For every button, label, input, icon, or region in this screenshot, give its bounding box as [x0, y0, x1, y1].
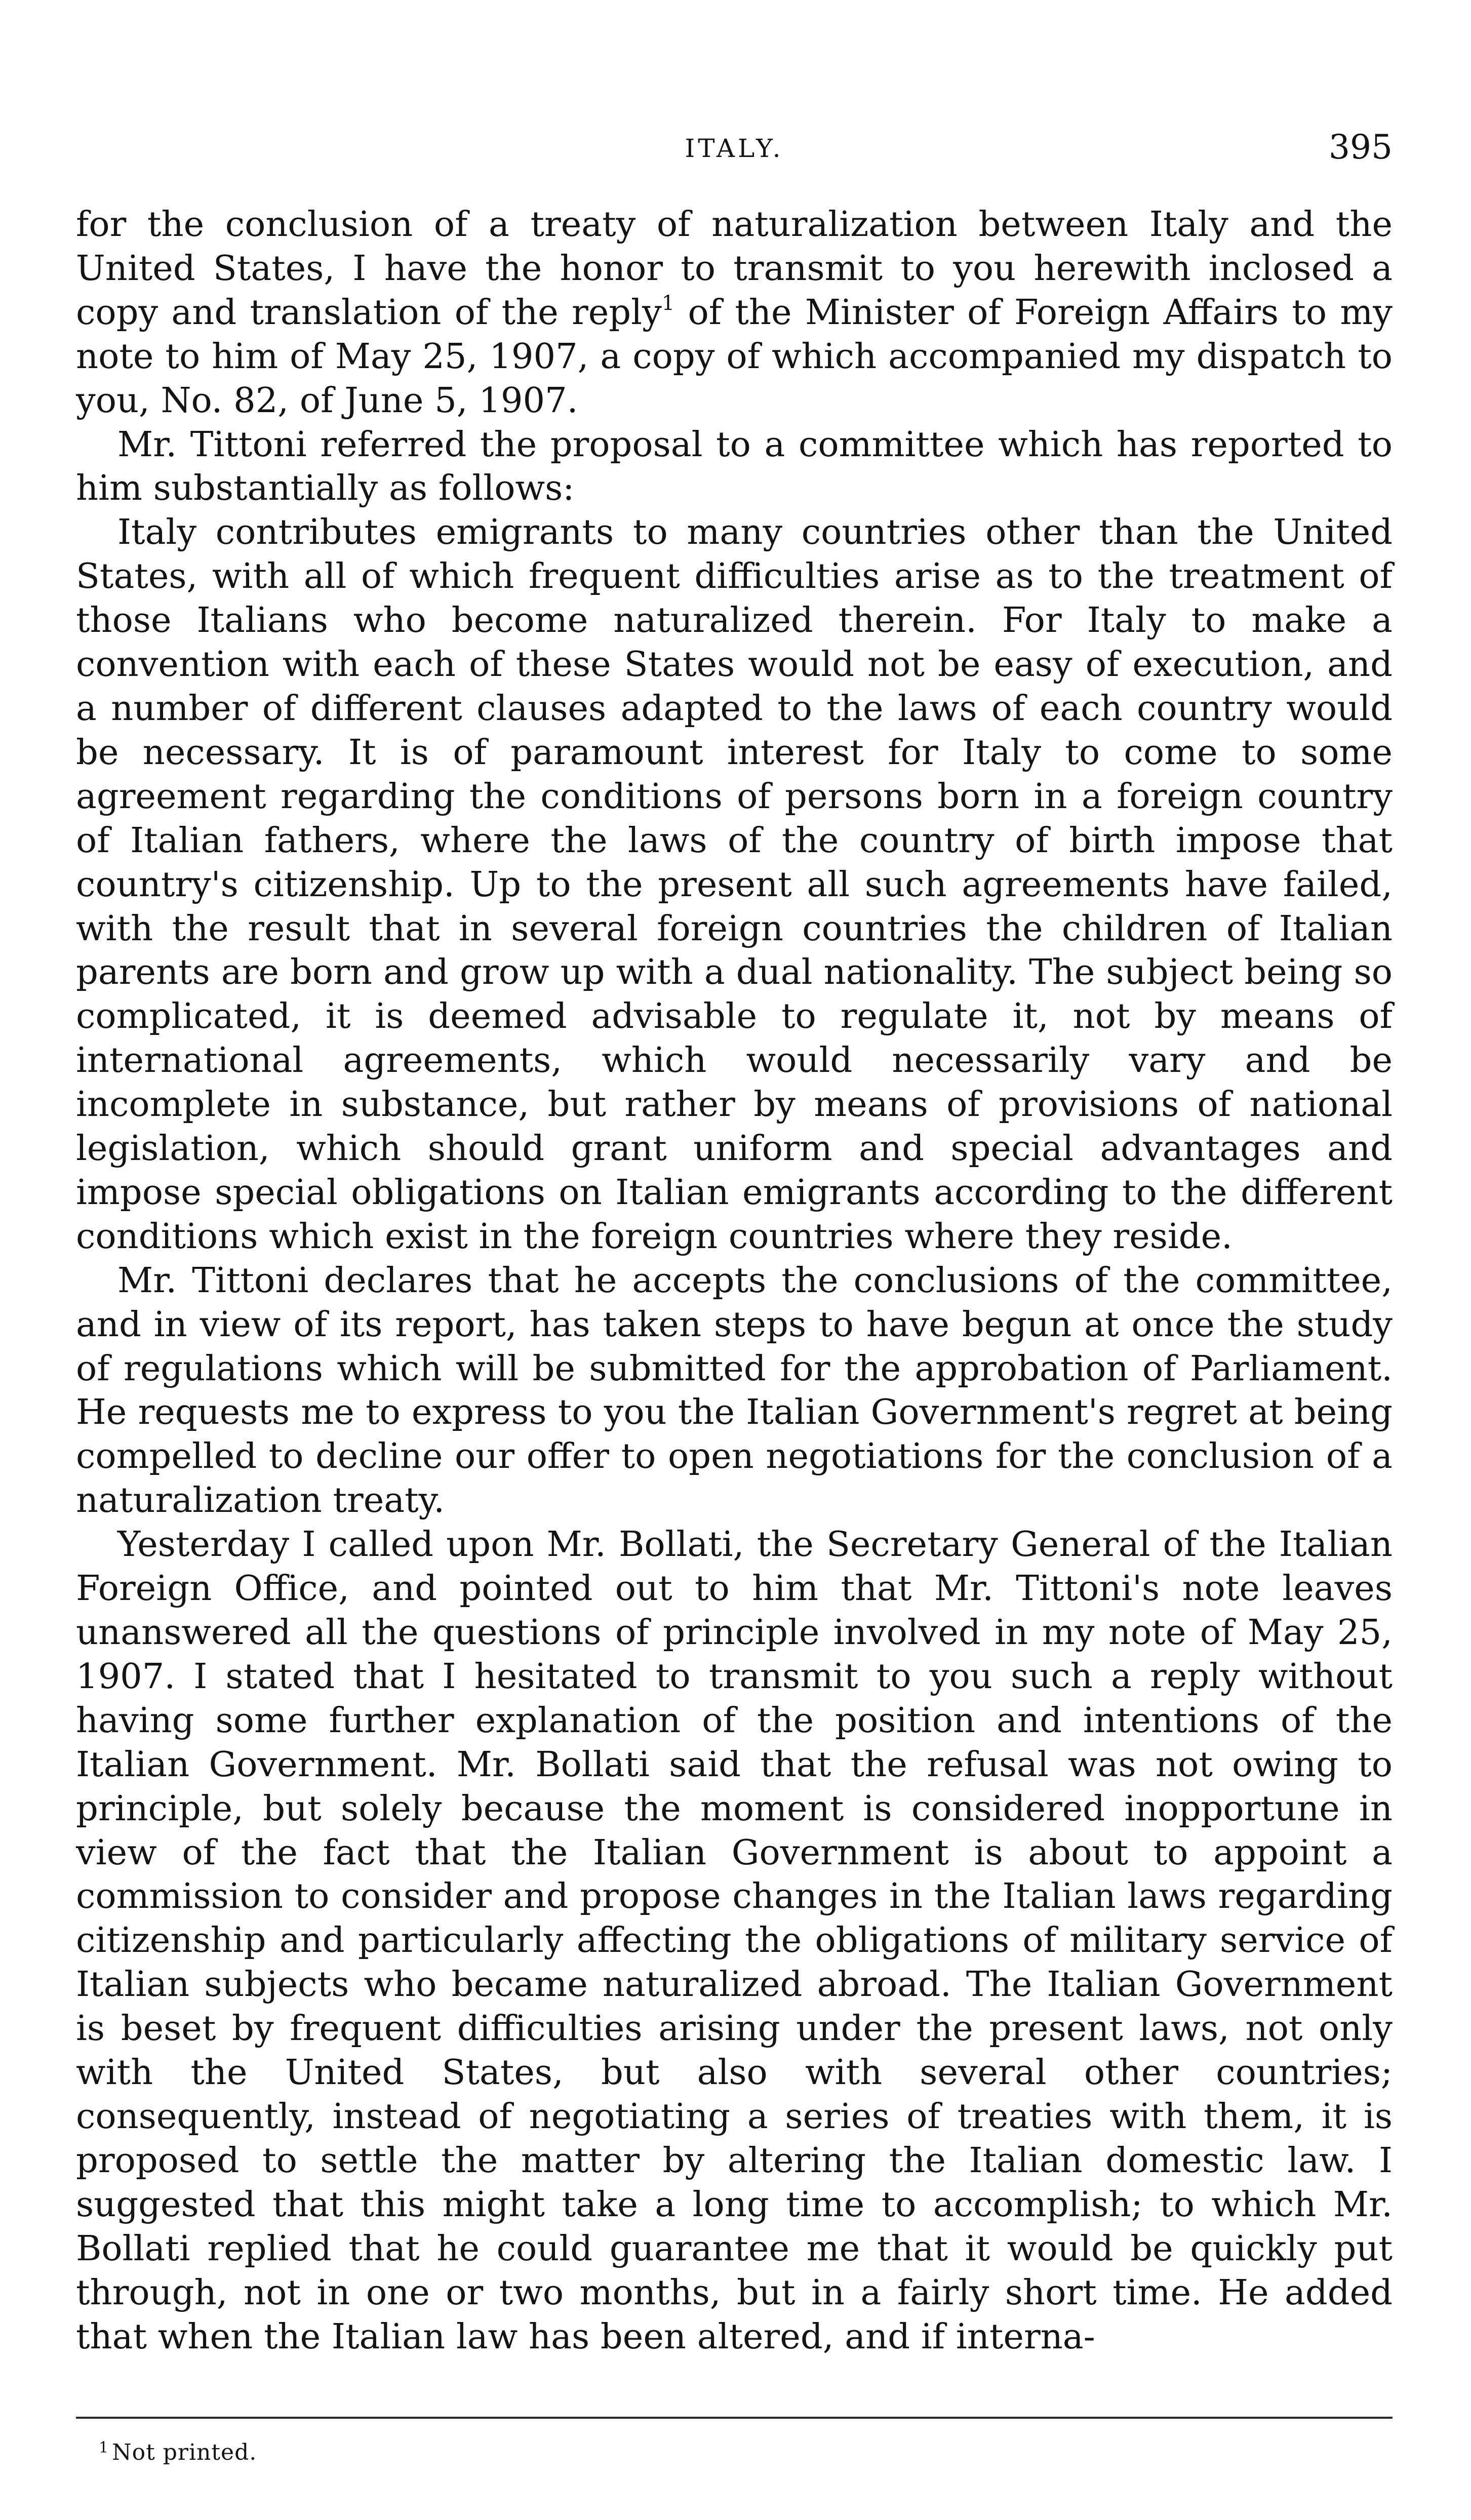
paragraph-3: Italy contributes emigrants to many countries other than the United States, with all of which frequent difficulties arise as to the treatment of those Italians who become naturalized therein. For Italy to make a convention with each of these States would not be easy of execution, and a number of different clauses adapted to the laws of each country would be necessary. It is of paramount interest for Italy to come to some agreement regarding the conditions of persons born in a foreign country of Italian fathers, where the laws of the country of birth impose that country's citizenship. Up to the present all such agreements have failed, with the result that in several foreign countries the children of Italian parents are born and grow up with a dual nationality. The subject being so complicated, it is deemed advisable to regulate it, not by means of international agreements, which would necessarily vary and be incomplete in substance, but rather by means of provisions of national legislation, which should grant uniform and special advantages and impose special obligations on Italian emigrants according to the different conditions which exist in the foreign countries where they reside. — [76, 512, 1393, 1257]
body-text — [76, 203, 1393, 2358]
paragraph-1-text-a: for the conclusion of a treaty of naturalization between Italy and the United States, I have the honor to transmit to you herewith inclosed a copy and translation of the reply — [76, 204, 1393, 333]
document-page — [76, 122, 1393, 2491]
running-title: ITALY. — [685, 134, 784, 163]
paragraph-1-text-b: of the Minister of Foreign Affairs to my note to him of May 25, 1907, a copy of which accompanied my dispatch to you, No. 82, of June 5, 1907. — [76, 292, 1393, 421]
paragraph-2: Mr. Tittoni referred the proposal to a committee which has reported to him substantially as follows: — [76, 424, 1393, 509]
paragraph-5: Yesterday I called upon Mr. Bollati, the Secretary General of the Italian Foreign Office, and pointed out to him that Mr. Tittoni's note leaves unanswered all the questions of principle involved in my note of May 25, 1907. I stated that I hesitated to transmit to you such a reply without having some further explanation of the position and intentions of the Italian Government. Mr. Bollati said that the refusal was not owing to principle, but solely because the moment is considered inopportune in view of the fact that the Italian Government is about to appoint a commission to consider and propose changes in the Italian laws regarding citizenship and particularly affecting the obligations of military service of Italian subjects who became naturalized abroad. The Italian Government is beset by frequent difficulties arising under the present laws, not only with the United States, but also with several other countries; consequently, instead of negotiating a series of treaties with them, it is proposed to settle the matter by altering the Italian domestic law. I suggested that this might take a long time to accomplish; to which Mr. Bollati replied that he could guarantee me that it would be quickly put through, not in one or two months, but in a fairly short time. He added that when the Italian law has been altered, and if interna- — [76, 1524, 1393, 2357]
paragraph-4: Mr. Tittoni declares that he accepts the conclusions of the committee, and in view of its report, has taken steps to have begun at once the study of regulations which will be submitted for the approbation of Parliament. He requests me to express to you the Italian Government's regret at being compelled to decline our offer to open negotiations for the conclusion of a naturalization treaty. — [76, 1260, 1393, 1521]
footnote-text: Not printed. — [112, 2439, 257, 2465]
footnote-marker: 1 — [99, 2439, 109, 2457]
footnote — [99, 2439, 257, 2465]
footnote-reference: 1 — [661, 291, 675, 315]
running-head — [76, 122, 1393, 187]
page-number: 395 — [1329, 128, 1393, 167]
footnote-divider — [76, 2417, 1393, 2419]
paragraph-1 — [76, 203, 1393, 423]
